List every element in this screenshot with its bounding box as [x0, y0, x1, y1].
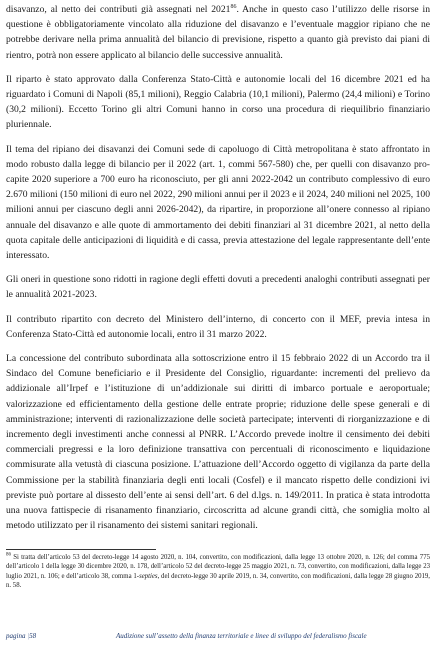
- footnote-text: Si tratta dell’articolo 53 del decreto-legge 14 agosto 2020, n. 104, convertito, con modificazioni, dalla legge 13 ottobre 2020, n. 126; del comma 775 dell’articolo 1 della legge 30 dicembre 2020, n. 178, dell’articolo 52 del decreto-legge 25 maggio 2021, n. 73, convertito, con modificazioni, dalla legge 23 luglio 2021, n. 106; e dell’articolo 38, comma 1-: [6, 554, 430, 580]
- paragraph-5: Il contributo ripartito con decreto del Ministero dell’interno, di concerto con il MEF, previa intesa in Conferenza Stato-Città ed autonomie locali, entro il 31 marzo 2022.: [6, 313, 430, 340]
- paragraph-4: Gli oneri in questione sono ridotti in ragione degli effetti dovuti a precedenti analoghi contributi assegnati per le annualità 2021-2023.: [6, 274, 430, 301]
- footnote-divider: [6, 549, 156, 550]
- page-number: [6, 632, 36, 640]
- footnote-ref-86[interactable]: 86: [230, 3, 237, 10]
- paragraph-1-end: . Anche in questo caso l’utilizzo delle risorse in questione è obbligatoriamente vincolato alla riduzione del disavanzo e l’eventuale maggior ripiano che ne potrebbe derivare nella prima annualità del bilancio di previsione, rispetto a quanto già previsto dai piani di rientro, potrà non essere applicato al bilancio delle successive annualità.: [6, 4, 430, 61]
- footnote-number: 86: [6, 552, 11, 558]
- paragraph-2: Il riparto è stato approvato dalla Conferenza Stato-Città e autonomie locali del 16 dicembre 2021 ed ha riguardato i Comuni di Napoli (85,1 milioni), Reggio Calabria (10,1 milioni), Palermo (24,4 milioni) e Torino (30,2 milioni). Eccetto Torino gli altri Comuni hanno in corso una procedura di riequilibrio finanziario pluriennale.: [6, 73, 430, 131]
- page-separator: |: [27, 632, 30, 640]
- paragraph-6: La concessione del contributo subordinata alla sottoscrizione entro il 15 febbraio 2022 di un Accordo tra il Sindaco del Comune beneficiario e il Presidente del Consiglio, riguardante: incrementi del prelievo da addizionale all’Irpef e l’istituzione di un’addizionale sui diritti di imbarco portuale e aeroportuale; valorizzazione ed efficientamento della gestione delle entrate proprie; riduzione delle spese generali e di amministrazione; interventi di razionalizzazione delle società partecipate; interventi di riorganizzazione e di incremento degli investimenti anche connessi al PNRR. L’Accordo prevede inoltre il censimento dei debiti commerciali pregressi e la loro definizione transattiva con percentuali di riconoscimento e liquidazione commisurate alla vetustà di ciascuna posizione. L’attuazione dell’Accordo oggetto di vigilanza da parte della Commissione per la stabilità finanziaria degli enti locali (Cosfel) e il mancato rispetto delle condizioni ivi previste può portare al dissesto dell’ente ai sensi dell’art. 6 del d.lgs. n. 149/2011. In pratica è stata introdotta una nuova fattispecie di risanamento finanziario, circoscritta ad alcune grandi città, che somiglia molto al metodo utilizzato per il risanamento dei sistemi sanitari regionali.: [6, 353, 430, 532]
- page-footer: [6, 632, 430, 646]
- page-number-value: 58: [29, 632, 37, 640]
- paragraph-1-start: disavanzo, al netto dei contributi già assegnati nel 2021: [6, 4, 231, 15]
- body-text: [6, 2, 430, 543]
- paragraph-3: Il tema del ripiano dei disavanzi dei Comuni sede di capoluogo di Città metropolitana è stato affrontato in modo robusto dalla legge di bilancio per il 2022 (art. 1, commi 567-580) che, per quelli con disavanzo pro-capite 2020 superiore a 700 euro ha riconosciuto, per gli anni 2022-2042 un contributo complessivo di euro 2.670 milioni (150 milioni di euro nel 2022, 290 milioni annui per il 2023 e il 2024, 240 milioni nel 2025, 100 milioni annui per ciascuno degli anni 2026-2042), da ripartire, in proporzione all’onere connesso al ripiano annuale del disavanzo e alle quote di ammortamento dei debiti finanziari al 31 dicembre 2021, al netto della quota capitale delle anticipazioni di liquidità e di cassa, previa attestazione del legale rappresentante dell’ente interessato.: [6, 143, 430, 262]
- footnote-text-end: , del decreto-legge 30 aprile 2019, n. 34, convertito, con modificazioni, dalla legge 28 giugno 2019, n. 58.: [6, 572, 430, 590]
- footnote-86: [6, 553, 430, 591]
- paragraph-1: [6, 2, 430, 63]
- footer-title: Audizione sull’assetto della finanza territoriale e linee di sviluppo del federalismo fiscale: [116, 632, 367, 640]
- page-label: pagina: [6, 632, 26, 640]
- footnote-italic: septies: [139, 572, 158, 580]
